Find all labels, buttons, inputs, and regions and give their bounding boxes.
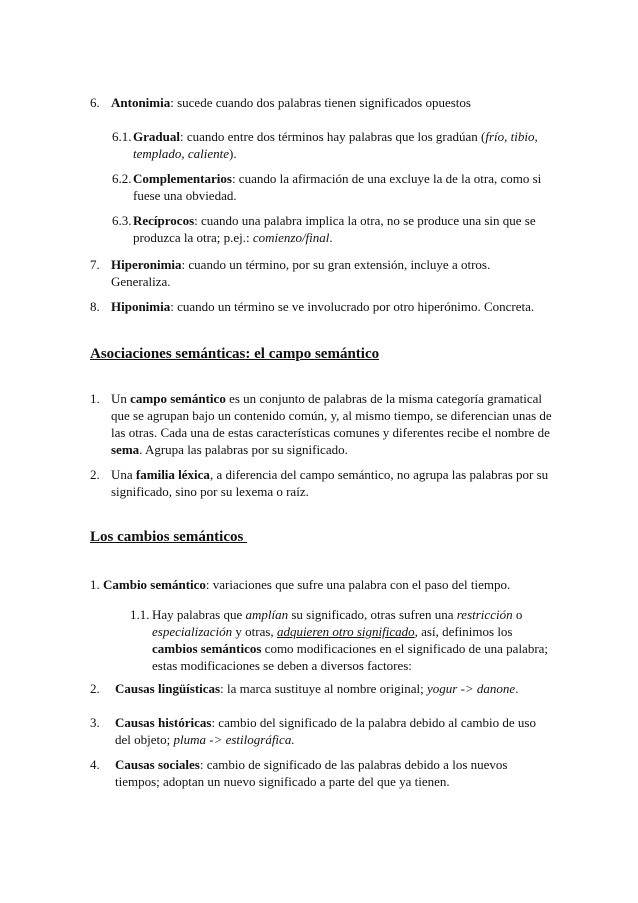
- term-sema: sema: [111, 442, 140, 457]
- definition-text: : cuando un término, por su gran extensión, incluye a otros. Generaliza.: [111, 257, 491, 289]
- list-item-reciprocos: [112, 212, 544, 246]
- definition-text: : sucede cuando dos palabras tienen significados opuestos: [170, 95, 471, 110]
- term-causas-historicas: Causas históricas: [115, 715, 212, 730]
- definition-text: : cuando una palabra implica la otra, no se produce una sin que se produzca la otra; p.ej.:: [133, 213, 536, 245]
- definition-text: : cambio del significado de la palabra debido al cambio de uso del objeto;: [115, 715, 536, 747]
- definition-text: : cuando entre dos términos hay palabras que los gradúan (: [179, 129, 486, 144]
- list-item-hiperonimia: [90, 256, 510, 290]
- list-number: 2.: [90, 681, 100, 696]
- list-item-campo-semantico: [90, 390, 560, 458]
- list-number: 2.: [90, 467, 100, 482]
- list-number: 6.3.: [112, 213, 132, 228]
- example-text: pluma -> estilográfica.: [173, 732, 295, 747]
- list-item-gradual: [112, 128, 544, 162]
- list-number: 8.: [90, 299, 100, 314]
- term-gradual: Gradual: [133, 129, 180, 144]
- list-number: 6.: [90, 95, 100, 110]
- emphasis-amplian: amplían: [245, 607, 289, 622]
- list-item-tipos-cambio: 1.1. Hay palabras que amplían su significado, otras sufren una restricción o especialización y otras, adquieren otro significado, así, definimos los cambios semánticos como modificaciones en el significado de una palabra; estas modificaciones se deben a diversos factores:: [130, 607, 549, 673]
- definition-text: es un conjunto de palabras de la misma categoría gramatical que se agrupan bajo un contenido común, y, al mismo tiempo, se diferencian unas de las otras. Cada una de estas características comunes y diferentes recibe el nombre de: [111, 391, 552, 440]
- list-item-cambio-semantico: [90, 576, 560, 593]
- list-item-causas-historicas: [90, 714, 540, 748]
- term-causas-sociales: Causas sociales: [115, 757, 200, 772]
- definition-text: .: [329, 230, 333, 245]
- list-item-complementarios: [112, 170, 544, 204]
- emphasis-adquieren: adquieren otro significado: [276, 624, 415, 639]
- section-heading-cambios-semanticos: Los cambios semánticos: [90, 529, 248, 545]
- example-text: frío, tibio, templado, caliente: [133, 129, 538, 161]
- list-item-causas-linguisticas: 2. Causas lingüísticas: la marca sustituye al nombre original; yogur -> danone.: [90, 681, 519, 696]
- list-number: 4.: [90, 757, 100, 772]
- term-antonimia: Antonimia: [111, 95, 171, 110]
- example-text: yogur -> danone: [426, 681, 516, 696]
- list-item-hiponimia: [90, 298, 560, 315]
- term-hiperonimia: Hiperonimia: [111, 257, 182, 272]
- definition-text: ).: [229, 146, 237, 161]
- term-cambio-semantico: Cambio semántico: [103, 577, 206, 592]
- term-familia-lexica: familia léxica: [135, 467, 210, 482]
- emphasis-especializacion: especialización: [152, 624, 233, 639]
- list-number: 1.1.: [130, 607, 150, 622]
- term-hiponimia: Hiponimia: [111, 299, 171, 314]
- list-number: 7.: [90, 257, 100, 272]
- term-reciprocos: Recíprocos: [133, 213, 195, 228]
- definition-text: : cambio de significado de las palabras debido a los nuevos tiempos; adoptan un nuevo significado a parte del que ya tienen.: [115, 757, 508, 789]
- definition-text: : cuando un término se ve involucrado por otro hiperónimo. Concreta.: [170, 299, 535, 314]
- list-number: 1.: [90, 391, 100, 406]
- list-item-antonimia: [90, 94, 560, 111]
- term-cambios-semanticos: cambios semánticos: [152, 641, 262, 656]
- definition-text: : cuando la afirmación de una excluye la de la otra, como si fuese una obviedad.: [133, 171, 542, 203]
- list-number: 6.1.: [112, 129, 132, 144]
- emphasis-restriccion: restricción: [456, 607, 513, 622]
- term-campo-semantico: campo semántico: [130, 391, 226, 406]
- definition-text: , a diferencia del campo semántico, no agrupa las palabras por su significado, sino por su lexema o raíz.: [111, 467, 549, 499]
- definition-text: . Agrupa las palabras por su significado.: [139, 442, 348, 457]
- list-item-familia-lexica: [90, 466, 560, 500]
- example-text: comienzo/final: [252, 230, 330, 245]
- definition-text: : variaciones que sufre una palabra con el paso del tiempo.: [205, 577, 511, 592]
- list-item-causas-sociales: [90, 756, 530, 790]
- term-causas-linguisticas: Causas lingüísticas: [115, 681, 221, 696]
- term-complementarios: Complementarios: [133, 171, 232, 186]
- definition-text: Una: [111, 467, 136, 482]
- list-number: 3.: [90, 715, 100, 730]
- list-number: 6.2.: [112, 171, 132, 186]
- section-heading-campo-semantico: Asociaciones semánticas: el campo semántico: [90, 346, 380, 362]
- definition-text: : la marca sustituye al nombre original;: [220, 681, 427, 696]
- definition-text: Un: [111, 391, 131, 406]
- list-number: 1.: [90, 577, 100, 592]
